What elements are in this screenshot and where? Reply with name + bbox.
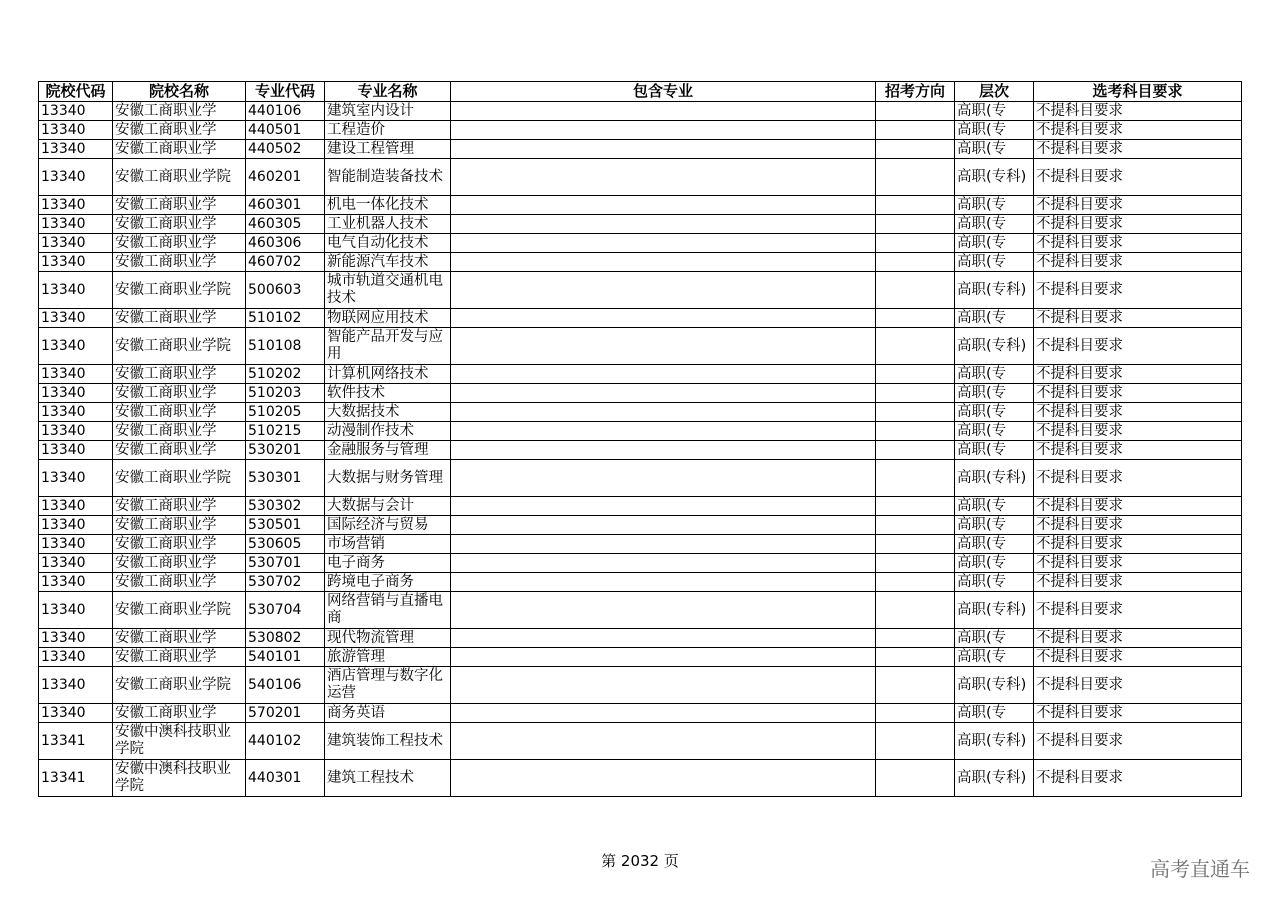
level-cell: 高职(专科) [955,328,1034,365]
included-majors-cell [451,460,876,497]
header-major-name: 专业名称 [325,82,451,102]
school-code-cell: 13340 [39,215,113,234]
major-code-cell: 540101 [246,648,325,667]
direction-cell [876,365,955,384]
school-code-cell: 13340 [39,422,113,441]
school-name-cell: 安徽工商职业学 [113,535,246,554]
school-code-cell: 13340 [39,497,113,516]
major-code-cell: 440502 [246,140,325,159]
subject-requirement-cell: 不提科目要求 [1034,573,1242,592]
header-subject-requirement: 选考科目要求 [1034,82,1242,102]
school-name-cell: 安徽中澳科技职业学院 [113,760,246,797]
direction-cell [876,102,955,121]
table-row [39,629,1242,648]
subject-requirement-cell: 不提科目要求 [1034,365,1242,384]
table-row [39,365,1242,384]
subject-requirement-cell: 不提科目要求 [1034,554,1242,573]
direction-cell [876,704,955,723]
major-name-cell: 工程造价 [325,121,451,140]
table-row [39,403,1242,422]
major-code-cell: 500603 [246,272,325,309]
level-cell: 高职(专科) [955,460,1034,497]
school-name-cell: 安徽工商职业学院 [113,667,246,704]
direction-cell [876,272,955,309]
major-code-cell: 510215 [246,422,325,441]
major-code-cell: 460306 [246,234,325,253]
school-name-cell: 安徽工商职业学 [113,253,246,272]
major-name-cell: 建筑装饰工程技术 [325,723,451,760]
school-name-cell: 安徽工商职业学院 [113,460,246,497]
school-code-cell: 13340 [39,196,113,215]
school-code-cell: 13340 [39,234,113,253]
level-cell: 高职(专 [955,704,1034,723]
included-majors-cell [451,441,876,460]
subject-requirement-cell: 不提科目要求 [1034,328,1242,365]
subject-requirement-cell: 不提科目要求 [1034,121,1242,140]
table-row [39,516,1242,535]
school-name-cell: 安徽工商职业学 [113,234,246,253]
included-majors-cell [451,215,876,234]
header-school-code: 院校代码 [39,82,113,102]
table-row [39,592,1242,629]
major-name-cell: 建筑工程技术 [325,760,451,797]
level-cell: 高职(专 [955,102,1034,121]
page-number: 第 2032 页 [601,852,679,870]
major-code-cell: 530302 [246,497,325,516]
school-code-cell: 13340 [39,403,113,422]
included-majors-cell [451,365,876,384]
direction-cell [876,384,955,403]
subject-requirement-cell: 不提科目要求 [1034,535,1242,554]
direction-cell [876,234,955,253]
table-row [39,460,1242,497]
included-majors-cell [451,704,876,723]
level-cell: 高职(专 [955,422,1034,441]
major-code-cell: 460702 [246,253,325,272]
header-major-code: 专业代码 [246,82,325,102]
included-majors-cell [451,272,876,309]
major-code-cell: 510205 [246,403,325,422]
major-name-cell: 计算机网络技术 [325,365,451,384]
school-name-cell: 安徽工商职业学 [113,102,246,121]
included-majors-cell [451,328,876,365]
level-cell: 高职(专科) [955,592,1034,629]
direction-cell [876,723,955,760]
table-row [39,573,1242,592]
level-cell: 高职(专 [955,196,1034,215]
direction-cell [876,215,955,234]
major-code-cell: 440106 [246,102,325,121]
included-majors-cell [451,102,876,121]
level-cell: 高职(专科) [955,760,1034,797]
direction-cell [876,403,955,422]
table-row [39,309,1242,328]
school-name-cell: 安徽工商职业学 [113,441,246,460]
direction-cell [876,328,955,365]
direction-cell [876,516,955,535]
school-code-cell: 13340 [39,384,113,403]
major-code-cell: 530301 [246,460,325,497]
major-name-cell: 电子商务 [325,554,451,573]
subject-requirement-cell: 不提科目要求 [1034,215,1242,234]
major-name-cell: 酒店管理与数字化运营 [325,667,451,704]
major-code-cell: 510203 [246,384,325,403]
included-majors-cell [451,309,876,328]
subject-requirement-cell: 不提科目要求 [1034,422,1242,441]
major-name-cell: 市场营销 [325,535,451,554]
major-code-cell: 510202 [246,365,325,384]
school-code-cell: 13340 [39,253,113,272]
school-name-cell: 安徽工商职业学院 [113,328,246,365]
table-row [39,121,1242,140]
table-row [39,760,1242,797]
subject-requirement-cell: 不提科目要求 [1034,384,1242,403]
table-row [39,196,1242,215]
header-included-majors: 包含专业 [451,82,876,102]
subject-requirement-cell: 不提科目要求 [1034,102,1242,121]
school-name-cell: 安徽工商职业学 [113,140,246,159]
major-name-cell: 城市轨道交通机电技术 [325,272,451,309]
major-code-cell: 440501 [246,121,325,140]
subject-requirement-cell: 不提科目要求 [1034,441,1242,460]
level-cell: 高职(专 [955,573,1034,592]
school-name-cell: 安徽工商职业学院 [113,159,246,196]
included-majors-cell [451,667,876,704]
table-row [39,384,1242,403]
included-majors-cell [451,121,876,140]
major-code-cell: 510108 [246,328,325,365]
direction-cell [876,667,955,704]
table-row [39,159,1242,196]
included-majors-cell [451,422,876,441]
direction-cell [876,121,955,140]
major-name-cell: 金融服务与管理 [325,441,451,460]
major-code-cell: 460201 [246,159,325,196]
major-code-cell: 460305 [246,215,325,234]
major-name-cell: 物联网应用技术 [325,309,451,328]
school-name-cell: 安徽工商职业学 [113,196,246,215]
direction-cell [876,253,955,272]
major-code-cell: 530704 [246,592,325,629]
included-majors-cell [451,629,876,648]
subject-requirement-cell: 不提科目要求 [1034,723,1242,760]
subject-requirement-cell: 不提科目要求 [1034,629,1242,648]
level-cell: 高职(专 [955,253,1034,272]
school-code-cell: 13340 [39,365,113,384]
direction-cell [876,629,955,648]
school-name-cell: 安徽工商职业学 [113,121,246,140]
level-cell: 高职(专 [955,497,1034,516]
subject-requirement-cell: 不提科目要求 [1034,253,1242,272]
level-cell: 高职(专 [955,140,1034,159]
major-name-cell: 建筑室内设计 [325,102,451,121]
school-code-cell: 13340 [39,516,113,535]
table-row [39,422,1242,441]
school-code-cell: 13340 [39,535,113,554]
level-cell: 高职(专 [955,441,1034,460]
table-row [39,328,1242,365]
level-cell: 高职(专 [955,629,1034,648]
subject-requirement-cell: 不提科目要求 [1034,648,1242,667]
subject-requirement-cell: 不提科目要求 [1034,592,1242,629]
watermark-text: 高考直通车 [1150,857,1250,881]
table-row [39,253,1242,272]
major-name-cell: 大数据与财务管理 [325,460,451,497]
school-name-cell: 安徽工商职业学 [113,554,246,573]
subject-requirement-cell: 不提科目要求 [1034,140,1242,159]
school-code-cell: 13340 [39,159,113,196]
table-row [39,554,1242,573]
school-name-cell: 安徽工商职业学院 [113,592,246,629]
subject-requirement-cell: 不提科目要求 [1034,159,1242,196]
school-name-cell: 安徽工商职业学 [113,648,246,667]
included-majors-cell [451,554,876,573]
included-majors-cell [451,384,876,403]
subject-requirement-cell: 不提科目要求 [1034,234,1242,253]
school-code-cell: 13340 [39,648,113,667]
included-majors-cell [451,196,876,215]
direction-cell [876,140,955,159]
included-majors-cell [451,516,876,535]
direction-cell [876,554,955,573]
major-code-cell: 540106 [246,667,325,704]
major-code-cell: 530701 [246,554,325,573]
subject-requirement-cell: 不提科目要求 [1034,667,1242,704]
level-cell: 高职(专 [955,215,1034,234]
school-code-cell: 13340 [39,121,113,140]
major-name-cell: 机电一体化技术 [325,196,451,215]
major-name-cell: 跨境电子商务 [325,573,451,592]
level-cell: 高职(专 [955,535,1034,554]
school-name-cell: 安徽工商职业学 [113,497,246,516]
school-name-cell: 安徽工商职业学 [113,403,246,422]
subject-requirement-cell: 不提科目要求 [1034,497,1242,516]
school-code-cell: 13340 [39,704,113,723]
direction-cell [876,422,955,441]
direction-cell [876,159,955,196]
school-code-cell: 13340 [39,573,113,592]
table-row [39,723,1242,760]
included-majors-cell [451,497,876,516]
school-code-cell: 13340 [39,554,113,573]
level-cell: 高职(专 [955,121,1034,140]
level-cell: 高职(专 [955,516,1034,535]
subject-requirement-cell: 不提科目要求 [1034,272,1242,309]
direction-cell [876,648,955,667]
direction-cell [876,573,955,592]
major-name-cell: 商务英语 [325,704,451,723]
table-row [39,497,1242,516]
included-majors-cell [451,648,876,667]
included-majors-cell [451,140,876,159]
major-name-cell: 网络营销与直播电商 [325,592,451,629]
major-code-cell: 440102 [246,723,325,760]
major-name-cell: 软件技术 [325,384,451,403]
level-cell: 高职(专 [955,554,1034,573]
table-row [39,234,1242,253]
school-code-cell: 13340 [39,309,113,328]
table-row [39,140,1242,159]
level-cell: 高职(专 [955,309,1034,328]
school-code-cell: 13340 [39,592,113,629]
major-code-cell: 510102 [246,309,325,328]
direction-cell [876,441,955,460]
major-code-cell: 570201 [246,704,325,723]
major-name-cell: 新能源汽车技术 [325,253,451,272]
school-name-cell: 安徽工商职业学 [113,384,246,403]
table-row [39,535,1242,554]
major-name-cell: 现代物流管理 [325,629,451,648]
school-name-cell: 安徽工商职业学 [113,309,246,328]
level-cell: 高职(专 [955,384,1034,403]
included-majors-cell [451,253,876,272]
school-name-cell: 安徽中澳科技职业学院 [113,723,246,760]
included-majors-cell [451,403,876,422]
direction-cell [876,592,955,629]
school-code-cell: 13340 [39,460,113,497]
major-name-cell: 电气自动化技术 [325,234,451,253]
level-cell: 高职(专科) [955,272,1034,309]
table-row [39,704,1242,723]
major-code-cell: 530605 [246,535,325,554]
table-row [39,441,1242,460]
header-level: 层次 [955,82,1034,102]
school-name-cell: 安徽工商职业学院 [113,272,246,309]
major-name-cell: 建设工程管理 [325,140,451,159]
level-cell: 高职(专科) [955,723,1034,760]
direction-cell [876,497,955,516]
major-code-cell: 440301 [246,760,325,797]
major-name-cell: 大数据技术 [325,403,451,422]
included-majors-cell [451,573,876,592]
table-row [39,272,1242,309]
major-code-cell: 530802 [246,629,325,648]
level-cell: 高职(专科) [955,667,1034,704]
included-majors-cell [451,234,876,253]
table-row [39,102,1242,121]
header-school-name: 院校名称 [113,82,246,102]
subject-requirement-cell: 不提科目要求 [1034,196,1242,215]
header-direction: 招考方向 [876,82,955,102]
school-name-cell: 安徽工商职业学 [113,365,246,384]
subject-requirement-cell: 不提科目要求 [1034,516,1242,535]
included-majors-cell [451,535,876,554]
school-code-cell: 13340 [39,328,113,365]
subject-requirement-cell: 不提科目要求 [1034,704,1242,723]
major-name-cell: 智能产品开发与应用 [325,328,451,365]
school-code-cell: 13340 [39,272,113,309]
table-row [39,667,1242,704]
major-name-cell: 旅游管理 [325,648,451,667]
direction-cell [876,535,955,554]
table-body [39,102,1242,797]
major-name-cell: 国际经济与贸易 [325,516,451,535]
school-code-cell: 13340 [39,667,113,704]
school-code-cell: 13341 [39,723,113,760]
subject-requirement-cell: 不提科目要求 [1034,403,1242,422]
school-code-cell: 13340 [39,629,113,648]
included-majors-cell [451,760,876,797]
header-row [39,82,1242,102]
admission-table [38,81,1242,797]
school-name-cell: 安徽工商职业学 [113,704,246,723]
direction-cell [876,196,955,215]
school-code-cell: 13340 [39,102,113,121]
major-name-cell: 大数据与会计 [325,497,451,516]
school-name-cell: 安徽工商职业学 [113,629,246,648]
school-code-cell: 13340 [39,441,113,460]
school-name-cell: 安徽工商职业学 [113,573,246,592]
subject-requirement-cell: 不提科目要求 [1034,760,1242,797]
level-cell: 高职(专 [955,365,1034,384]
school-name-cell: 安徽工商职业学 [113,215,246,234]
major-name-cell: 动漫制作技术 [325,422,451,441]
level-cell: 高职(专科) [955,159,1034,196]
level-cell: 高职(专 [955,234,1034,253]
included-majors-cell [451,723,876,760]
school-code-cell: 13341 [39,760,113,797]
major-code-cell: 460301 [246,196,325,215]
level-cell: 高职(专 [955,648,1034,667]
school-code-cell: 13340 [39,140,113,159]
included-majors-cell [451,159,876,196]
major-name-cell: 智能制造装备技术 [325,159,451,196]
subject-requirement-cell: 不提科目要求 [1034,460,1242,497]
major-code-cell: 530201 [246,441,325,460]
school-name-cell: 安徽工商职业学 [113,516,246,535]
major-code-cell: 530501 [246,516,325,535]
table-row [39,648,1242,667]
direction-cell [876,760,955,797]
major-name-cell: 工业机器人技术 [325,215,451,234]
direction-cell [876,309,955,328]
subject-requirement-cell: 不提科目要求 [1034,309,1242,328]
included-majors-cell [451,592,876,629]
direction-cell [876,460,955,497]
level-cell: 高职(专 [955,403,1034,422]
school-name-cell: 安徽工商职业学 [113,422,246,441]
major-code-cell: 530702 [246,573,325,592]
table-row [39,215,1242,234]
